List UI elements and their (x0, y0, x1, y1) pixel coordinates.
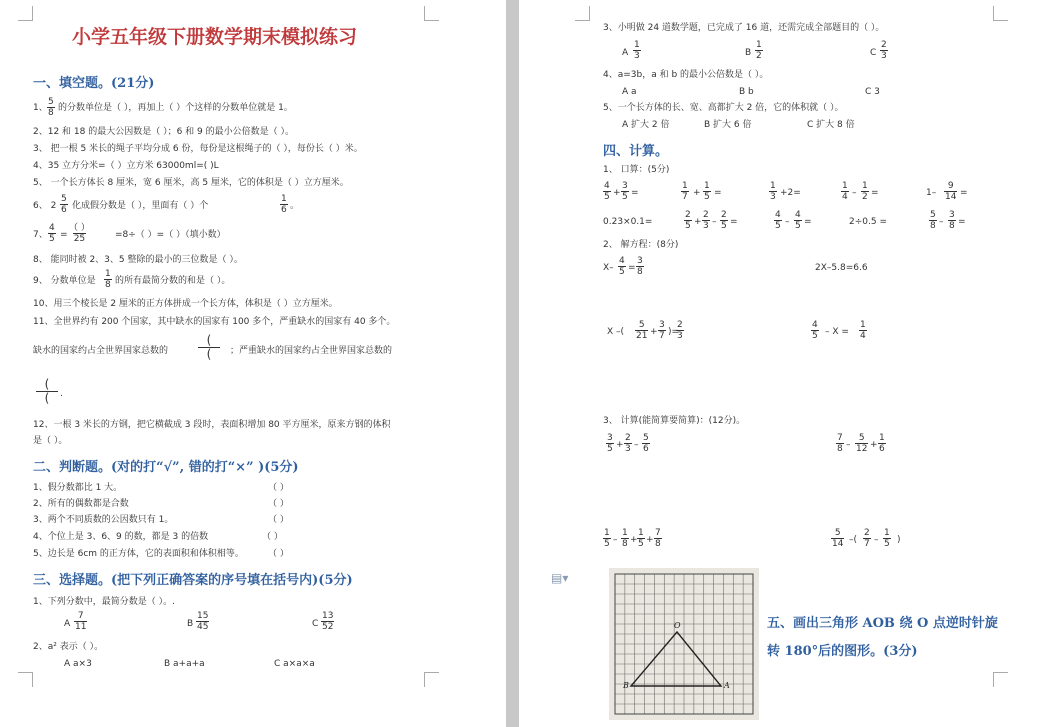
operator: – (846, 440, 851, 450)
tf-mark: （ ） (268, 499, 289, 509)
operator: – (852, 188, 857, 198)
operator: = (871, 188, 879, 198)
question-1-index: 1、 (33, 103, 48, 113)
question-9-start: 9、 分数单位是 (33, 276, 96, 286)
operator: + (693, 188, 701, 198)
question-10: 10、用三个棱长是 2 厘米的正方体拼成一个长方体，体积是（ ）立方厘米。 (33, 299, 338, 309)
fraction: $\frac{1}{6}$ (879, 433, 885, 454)
question-11-line-3: ；严重缺水的国家约占全世界国家总数的 (230, 346, 393, 356)
choice-question-3: 3、小明做 24 道数学题，已完成了 16 道，还需完成全部题目的（ ）。 (603, 23, 885, 33)
choice-question-2: 2、a² 表示（ ）。 (33, 642, 104, 652)
tf-item: 2、所有的偶数都是合数 (33, 499, 129, 509)
operator: = (960, 188, 968, 198)
fraction: $\frac{1}{7}$ (682, 181, 688, 202)
oral-item: 0.23×0.1= (603, 217, 653, 227)
fraction: $\frac{4}{5}$ (812, 320, 818, 341)
fraction: $\frac{5}{8}$ (930, 210, 936, 231)
operator: – (785, 217, 790, 227)
option-label: C (870, 48, 877, 58)
oral-calc-title: 1、 口算：(5分) (603, 165, 670, 175)
fraction: $\frac{5}{6}$ (643, 433, 649, 454)
crop-mark (993, 6, 1008, 21)
fraction: $\frac{5}{21}$ (636, 320, 648, 341)
operator: – X = (825, 327, 849, 337)
question-11-line-2: 缺水的国家约占全世界国家总数的 (33, 346, 169, 356)
section-heading-multiple-choice: 三、选择题。(把下列正确答案的序号填在括号内)(5分) (33, 573, 353, 588)
operator: + (650, 327, 658, 337)
calc-title: 3、 计算(能简算要简算)：(12分)。 (603, 416, 746, 426)
operator: +2= (780, 188, 801, 198)
question-4: 4、35 立方分米=（ ）立方米 63000ml=( )L (33, 161, 219, 171)
option: A a (622, 87, 637, 97)
oral-item: 2÷0.5 = (849, 217, 887, 227)
option-label: A (622, 48, 629, 58)
choice-question-5: 5、一个长方体的长、宽、高都扩大 2 倍，它的体积就（ ）。 (603, 103, 844, 113)
section-heading-calculation: 四、计算。 (603, 144, 669, 159)
tf-mark: （ ） (268, 483, 289, 493)
fraction: $\frac{1}{5}$ (704, 181, 710, 202)
question-6-end: 。 (290, 201, 300, 211)
operator: = (730, 217, 738, 227)
tf-item: 3、两个不同质数的公因数只有 1。 (33, 515, 174, 525)
grid-figure (609, 568, 759, 720)
fraction: $\frac{2}{5}$ (685, 210, 691, 231)
fraction: $\frac{2}{3}$ (881, 40, 887, 61)
option: C 3 (865, 87, 880, 97)
operator: – (613, 535, 618, 545)
crop-mark (424, 672, 439, 687)
equation: 2X–5.8=6.6 (815, 263, 868, 273)
fraction: $\frac{2}{3}$ (625, 433, 631, 454)
crop-mark (575, 6, 590, 21)
operator: 1– (926, 188, 937, 198)
fraction: $\frac{2}{5}$ (721, 210, 727, 231)
option-label: B (187, 619, 194, 629)
question-11-line-1: 11、全世界约有 200 个国家，其中缺水的国家有 100 多个，严重缺水的国家有 40 多个。 (33, 317, 396, 327)
crop-mark (424, 6, 439, 21)
operator: – (874, 535, 879, 545)
option: B b (739, 87, 754, 97)
operator: = (714, 188, 722, 198)
label-b: B (623, 681, 629, 690)
solve-equation-title: 2、 解方程：(8分) (603, 240, 679, 250)
option: B 扩大 6 倍 (704, 120, 752, 130)
question-2: 2、12 和 18 的最大公因数是（ ）；6 和 9 的最小公倍数是（ ）。 (33, 127, 294, 137)
option: C a×a×a (274, 659, 315, 669)
fraction: $\frac{7}{11}$ (75, 611, 87, 632)
operator: ) (897, 535, 901, 545)
operator: = (631, 188, 639, 198)
label-o: O (674, 621, 681, 630)
tf-item: 5、边长是 6cm 的正方体，它的表面积和体积相等。 (33, 549, 244, 559)
option: A 扩大 2 倍 (622, 120, 670, 130)
operator: + (616, 440, 624, 450)
operator: + (646, 535, 654, 545)
option: B a+a+a (164, 659, 205, 669)
operator: + (870, 440, 878, 450)
fraction: $\frac{1}{8}$ (622, 528, 628, 549)
fraction: $\frac{4}{5}$ (604, 181, 610, 202)
answer-fraction-blank: ( ( (36, 378, 58, 405)
question-8: 8、 能同时被 2、3、5 整除的最小的三位数是（ ）。 (33, 255, 243, 265)
section-heading-true-false: 二、判断题。(对的打“√”, 错的打“×” )(5分) (33, 460, 299, 475)
document-icon[interactable]: ▤▾ (551, 571, 569, 585)
tf-item: 4、个位上是 3、6、9 的数，都是 3 的倍数 (33, 532, 209, 542)
page-right (519, 0, 1054, 727)
tf-mark: （ ） (262, 532, 283, 542)
fraction: $\frac{3}{8}$ (949, 210, 955, 231)
fraction: $\frac{1}{4}$ (842, 181, 848, 202)
fraction: $\frac{4}{5}$ (795, 210, 801, 231)
fraction: $\frac{2}{3}$ (703, 210, 709, 231)
question-6-text: 化成假分数是（ ），里面有（ ）个 (72, 201, 209, 211)
answer-fraction-blank: ( ( (198, 334, 220, 361)
operator: – (712, 217, 717, 227)
fraction: $\frac{4}{5}$ (49, 223, 55, 244)
fraction: $\frac{15}{45}$ (197, 611, 209, 632)
equation-prefix: X –( (607, 327, 625, 337)
page-left (0, 0, 506, 727)
operator: – (939, 217, 944, 227)
fraction: （ ） 25 (69, 223, 90, 244)
fraction: $\frac{7}{8}$ (655, 528, 661, 549)
question-9-end: 的所有最简分数的和是（ ）。 (115, 276, 231, 286)
fraction: $\frac{4}{5}$ (775, 210, 781, 231)
operator: )= (668, 327, 680, 337)
option-label: B (745, 48, 752, 58)
choice-question-4: 4、a=3b，a 和 b 的最小公倍数是（ ）。 (603, 70, 769, 80)
fraction: $\frac{5}{6}$ (61, 194, 67, 215)
operator: + (630, 535, 638, 545)
section-heading-rotation-line-1: 五、画出三角形 AOB 绕 O 点逆时针旋 (767, 616, 998, 631)
grid-drawing (609, 568, 759, 720)
option: C 扩大 8 倍 (807, 120, 855, 130)
crop-mark (18, 672, 33, 687)
fraction: $\frac{13}{52}$ (322, 611, 334, 632)
fraction: $\frac{1}{2}$ (862, 181, 868, 202)
page-gutter (506, 0, 519, 727)
fraction: $\frac{1}{2}$ (756, 40, 762, 61)
fraction: $\frac{1}{3}$ (770, 181, 776, 202)
fraction: $\frac{2}{7}$ (864, 528, 870, 549)
fraction: $\frac{1}{5}$ (638, 528, 644, 549)
fraction: $\frac{4}{5}$ (619, 256, 625, 277)
operator: = (958, 217, 966, 227)
question-1-text: 的分数单位是（ ），再加上（ ）个这样的分数单位就是 1。 (58, 103, 293, 113)
question-3: 3、 把一根 5 米长的绳子平均分成 6 份，每份是这根绳子的（ ），每份长（ ）米。 (33, 144, 363, 154)
document-title: 小学五年级下册数学期末模拟练习 (72, 26, 358, 48)
section-heading-fill-blank: 一、填空题。(21分) (33, 76, 155, 91)
fraction: $\frac{1}{3}$ (634, 40, 640, 61)
fraction: $\frac{9}{14}$ (945, 181, 957, 202)
crop-mark (18, 6, 33, 21)
fraction: $\frac{3}{7}$ (659, 320, 665, 341)
question-6-index: 6、 2 (33, 201, 57, 211)
operator: = (804, 217, 812, 227)
fraction: $\frac{3}{5}$ (622, 181, 628, 202)
tf-mark: （ ） (268, 515, 289, 525)
question-12-line-2: 是（ ）。 (33, 436, 68, 446)
equals-sign: = (60, 230, 68, 240)
tf-item: 1、假分数都比 1 大。 (33, 483, 123, 493)
question-11-period: . (60, 389, 63, 399)
option-label: A (64, 619, 71, 629)
question-7-index: 7、 (33, 230, 48, 240)
fraction: $\frac{3}{5}$ (607, 433, 613, 454)
operator: + (613, 188, 621, 198)
question-12-line-1: 12、一根 3 米长的方钢，把它横截成 3 段时，表面积增加 80 平方厘米，原来方钢的体积 (33, 420, 391, 430)
operator: –( (849, 535, 858, 545)
fraction: $\frac{1}{5}$ (884, 528, 890, 549)
option-label: C (312, 619, 319, 629)
option: A a×3 (64, 659, 92, 669)
section-heading-rotation-line-2: 转 180°后的图形。(3分) (767, 644, 918, 659)
fraction: $\frac{1}{6}$ (281, 194, 287, 215)
label-a: A (724, 681, 730, 690)
crop-mark (993, 672, 1008, 687)
fraction: $\frac{1}{4}$ (860, 320, 866, 341)
fraction: $\frac{2}{3}$ (677, 320, 683, 341)
operator: + (694, 217, 702, 227)
operator: = (628, 263, 636, 273)
tf-mark: （ ） (268, 549, 289, 559)
fraction: $\frac{3}{8}$ (637, 256, 643, 277)
equation-prefix: X– (603, 263, 614, 273)
choice-question-1: 1、下列分数中，最简分数是（ ）。. (33, 597, 175, 607)
fraction: $\frac{5}{8}$ (48, 97, 54, 118)
question-5: 5、 一个长方体长 8 厘米，宽 6 厘米，高 5 厘米，它的体积是（ ）立方厘米。 (33, 178, 349, 188)
fraction: $\frac{7}{8}$ (837, 433, 843, 454)
fraction: $\frac{5}{12}$ (856, 433, 868, 454)
fraction: $\frac{5}{14}$ (832, 528, 844, 549)
fraction: $\frac{1}{8}$ (105, 269, 111, 290)
operator: – (634, 440, 639, 450)
fraction: $\frac{1}{5}$ (604, 528, 610, 549)
question-7-text: =8÷（ ）=（ ）（填小数） (115, 230, 226, 240)
